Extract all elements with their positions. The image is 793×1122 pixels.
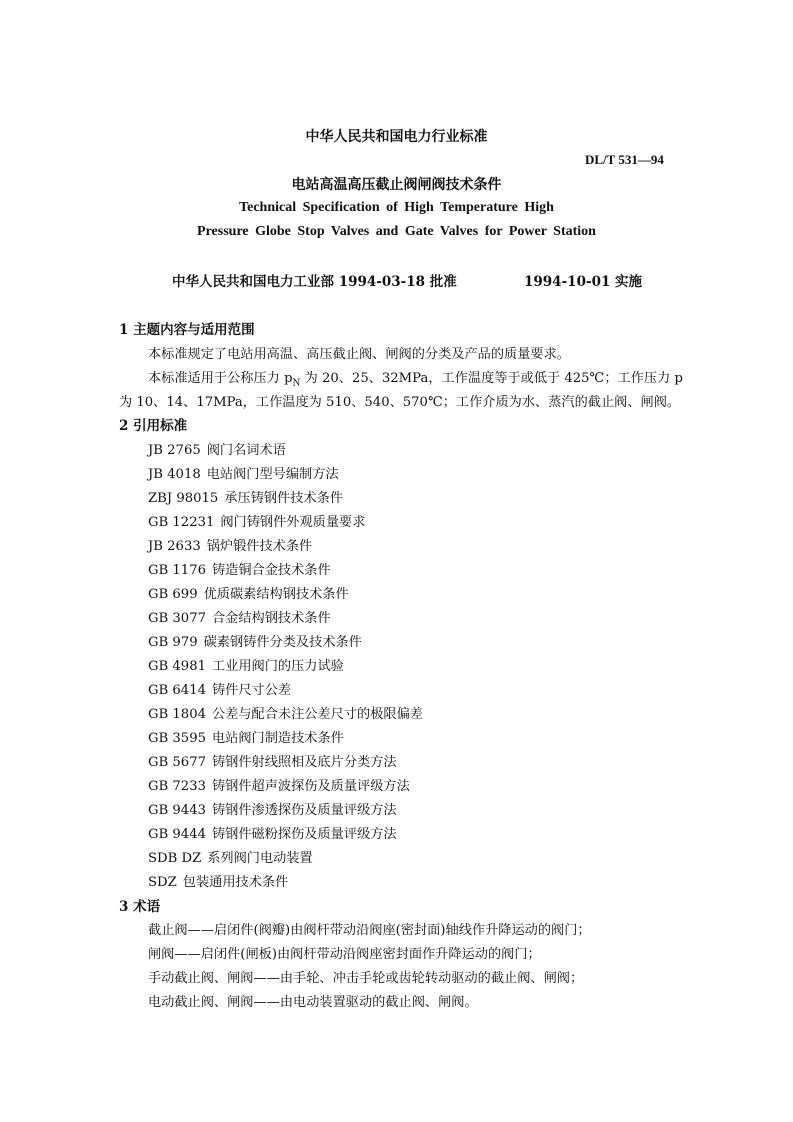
- reference-title: 工业用阀门的压力试验: [211, 659, 344, 674]
- reference-code: GB 979: [148, 635, 198, 650]
- reference-item: [148, 655, 350, 674]
- reference-item: [148, 511, 371, 530]
- reference-item: [148, 679, 297, 698]
- section-3-heading: 3 术语: [119, 899, 161, 915]
- reference-code: GB 1804: [148, 707, 206, 722]
- document-title-cn: 电站高温高压截止阀闸阀技术条件: [291, 177, 502, 193]
- reference-item: [148, 799, 403, 818]
- reference-code: GB 3077: [148, 611, 206, 626]
- term-definition: 闸阀——启闭件(闸板)由阀杆带动沿阀座密封面作升降运动的阀门；: [148, 947, 541, 962]
- term-definition: 手动截止阀、闸阀——由手轮、冲击手轮或齿轮转动驱动的截止阀、闸阀；: [148, 971, 584, 986]
- section-1-paragraph-1: 本标准规定了电站用高温、高压截止阀、闸阀的分类及产品的质量要求。: [148, 347, 570, 362]
- reference-item: [148, 727, 350, 746]
- reference-item: [148, 847, 319, 866]
- term-definition: 电动截止阀、闸阀——由电动装置驱动的截止阀、闸阀。: [148, 995, 478, 1010]
- reference-title: 合金结构钢技术条件: [211, 611, 331, 626]
- reference-code: ZBJ 98015: [148, 491, 219, 506]
- reference-title: 承压铸钢件技术条件: [224, 491, 343, 506]
- reference-title: 电站阀门型号编制方法: [206, 467, 339, 482]
- reference-code: JB 2765: [148, 443, 201, 458]
- reference-item: [148, 583, 355, 602]
- reference-code: JB 4018: [148, 467, 201, 482]
- reference-item: [148, 535, 318, 554]
- reference-code: SDZ: [148, 875, 177, 890]
- section-1-paragraph-2: 本标准适用于公称压力 $p_N$ 为 20、25、32MPa，工作温度等于或低于 425℃；工作压力 p: [148, 371, 683, 389]
- reference-code: GB 7233: [148, 779, 206, 794]
- reference-item: [148, 631, 368, 650]
- reference-title: 锅炉锻件技术条件: [206, 539, 313, 554]
- reference-title: 电站阀门制造技术条件: [211, 731, 344, 746]
- reference-item: [148, 463, 345, 482]
- standard-code: DL/T 531—94: [585, 152, 664, 167]
- reference-item: [148, 751, 403, 770]
- reference-title: 阀门铸钢件外观质量要求: [220, 515, 366, 530]
- reference-title: 铸钢件渗透探伤及质量评级方法: [211, 803, 397, 818]
- reference-title: 碳素钢铸件分类及技术条件: [203, 635, 362, 650]
- reference-code: GB 9443: [148, 803, 206, 818]
- document-title-en-line2: Pressure Globe Stop Valves and Gate Valves for Power Station: [197, 224, 596, 239]
- reference-title: 包装通用技术条件: [182, 875, 289, 890]
- reference-item: [148, 703, 429, 722]
- reference-title: 铸钢件磁粉探伤及质量评级方法: [211, 827, 397, 842]
- reference-item: [148, 823, 403, 842]
- reference-title: 铸钢件射线照相及底片分类方法: [211, 755, 397, 770]
- reference-code: JB 2633: [148, 539, 201, 554]
- document-title-en-line1: Technical Specification of High Temperature High: [239, 200, 554, 215]
- effective-date: 1994-10-01 实施: [524, 274, 643, 290]
- section-2-heading: 2 引用标准: [119, 418, 188, 434]
- section-1-paragraph-2-cont: 为 10、14、17MPa，工作温度为 510、540、570℃；工作介质为水、蒸汽的截止阀、闸阀。: [119, 395, 681, 410]
- reference-item: [148, 439, 292, 458]
- section-1-heading: 1 主题内容与适用范围: [119, 322, 255, 338]
- term-definition: 截止阀——启闭件(阀瓣)由阀杆带动沿阀座(密封面)轴线作升降运动的阀门；: [148, 923, 591, 938]
- reference-title: 铸钢件超声波探伤及质量评级方法: [211, 779, 410, 794]
- reference-code: GB 6414: [148, 683, 206, 698]
- reference-title: 铸件尺寸公差: [211, 683, 292, 698]
- reference-item: [148, 559, 337, 578]
- reference-title: 系列阀门电动装置: [207, 851, 313, 866]
- approval-line: 中华人民共和国电力工业部 1994-03-18 批准: [172, 274, 457, 290]
- reference-code: SDB DZ: [148, 851, 202, 866]
- reference-code: GB 4981: [148, 659, 206, 674]
- reference-code: GB 5677: [148, 755, 206, 770]
- reference-code: GB 9444: [148, 827, 206, 842]
- reference-item: [148, 487, 349, 506]
- reference-code: GB 12231: [148, 515, 215, 530]
- reference-item: [148, 871, 294, 890]
- reference-item: [148, 775, 416, 794]
- org-title: 中华人民共和国电力行业标准: [305, 129, 488, 145]
- reference-code: GB 3595: [148, 731, 206, 746]
- reference-title: 优质碳素结构钢技术条件: [203, 587, 349, 602]
- reference-title: 阀门名词术语: [206, 443, 286, 458]
- reference-code: GB 1176: [148, 563, 206, 578]
- reference-item: [148, 607, 337, 626]
- reference-title: 铸造铜合金技术条件: [211, 563, 331, 578]
- reference-code: GB 699: [148, 587, 198, 602]
- reference-title: 公差与配合未注公差尺寸的极限偏差: [211, 707, 423, 722]
